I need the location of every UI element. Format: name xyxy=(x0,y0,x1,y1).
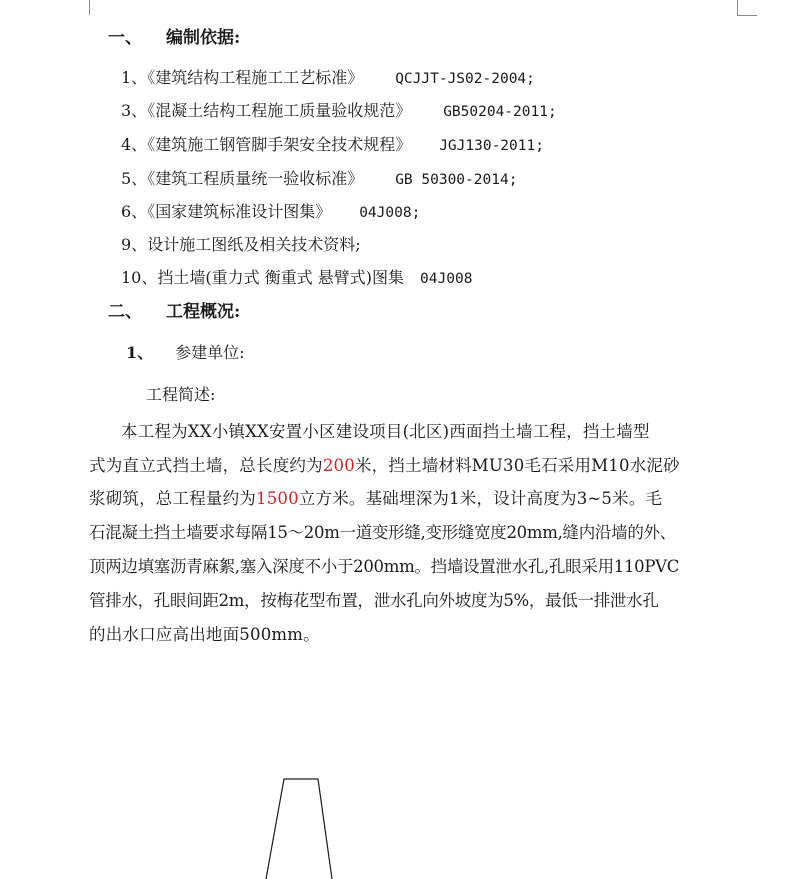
subsection-title: 参建单位: xyxy=(175,343,245,362)
section-heading-2 xyxy=(108,302,240,322)
section-heading-1 xyxy=(108,28,240,48)
item-code: QCJJT-JS02-2004; xyxy=(395,71,535,87)
section-number: 二、 xyxy=(108,302,142,322)
brief-label-text: 工程简述: xyxy=(146,385,216,404)
paragraph-line xyxy=(89,625,739,645)
item-number: 6、 xyxy=(121,202,148,221)
item-number: 3、 xyxy=(121,101,148,120)
page-margin-mark-right xyxy=(737,0,738,15)
item-title: 《建筑结构工程施工工艺标准》 xyxy=(147,68,364,87)
section-title: 编制依据: xyxy=(166,28,241,48)
paragraph-line xyxy=(121,422,771,442)
item-code: 04J008; xyxy=(359,205,421,221)
page-margin-mark-right-h xyxy=(737,15,757,16)
retaining-wall-drawing xyxy=(260,778,350,879)
page-margin-mark-left xyxy=(89,0,90,15)
reference-item xyxy=(121,202,420,223)
item-title: 设计施工图纸及相关技术资料; xyxy=(147,235,361,254)
paragraph-line xyxy=(89,523,739,543)
item-number: 9、 xyxy=(121,235,148,254)
item-code: JGJ130-2011; xyxy=(439,138,544,154)
item-number: 10、 xyxy=(121,268,158,287)
item-number: 4、 xyxy=(121,135,148,154)
brief-label xyxy=(146,385,215,405)
reference-item xyxy=(121,169,517,190)
paragraph-text: 式为直立式挡土墙，总长度约为 xyxy=(89,456,323,475)
paragraph-text: 顶两边填塞沥青麻絮,塞入深度不小于200mm。挡墙设置泄水孔,孔眼采用110PVC xyxy=(89,557,680,576)
highlight-length: 200 xyxy=(322,456,355,475)
paragraph-text: 米，挡土墙材料MU30毛石采用M10水泥砂 xyxy=(354,456,680,475)
reference-item xyxy=(121,135,544,156)
item-title: 《混凝土结构工程施工质量验收规范》 xyxy=(147,101,412,120)
paragraph-line xyxy=(89,489,739,509)
highlight-volume: 1500 xyxy=(256,489,299,508)
paragraph-text: 石混凝土挡土墙要求每隔15～20m一道变形缝,变形缝宽度20mm,缝内沿墙的外、 xyxy=(89,523,676,542)
section-title: 工程概况: xyxy=(166,302,241,322)
item-code: GB50204-2011; xyxy=(443,104,557,120)
item-title: 《国家建筑标准设计图集》 xyxy=(147,202,332,221)
item-number: 5、 xyxy=(121,169,148,188)
paragraph-text: 的出水口应高出地面500mm。 xyxy=(89,625,320,644)
item-code: 04J008 xyxy=(420,271,473,287)
subsection-number: 1、 xyxy=(126,343,154,362)
item-code: GB 50300-2014; xyxy=(395,172,518,188)
paragraph-text: 浆砌筑，总工程量约为 xyxy=(89,489,256,508)
item-title: 挡土墙(重力式 衡重式 悬臂式)图集 xyxy=(157,268,405,287)
subsection-heading xyxy=(126,343,245,363)
reference-item xyxy=(121,268,472,289)
wall-outline xyxy=(266,779,332,879)
paragraph-text: 本工程为XX小镇XX安置小区建设项目(北区)西面挡土墙工程，挡土墙型 xyxy=(121,422,650,441)
reference-item xyxy=(121,235,361,255)
reference-item xyxy=(121,101,557,122)
section-number: 一、 xyxy=(108,28,142,48)
reference-item xyxy=(121,68,535,89)
item-title: 《建筑工程质量统一验收标准》 xyxy=(147,169,364,188)
item-number: 1、 xyxy=(121,68,148,87)
item-title: 《建筑施工钢管脚手架安全技术规程》 xyxy=(147,135,412,154)
paragraph-text: 管排水，孔眼间距2m，按梅花型布置，泄水孔向外坡度为5%，最低一排泄水孔 xyxy=(89,591,659,610)
paragraph-line xyxy=(89,557,739,577)
paragraph-text: 立方米。基础埋深为1米，设计高度为3~5米。毛 xyxy=(298,489,663,508)
paragraph-line xyxy=(89,456,739,476)
paragraph-line xyxy=(89,591,739,611)
